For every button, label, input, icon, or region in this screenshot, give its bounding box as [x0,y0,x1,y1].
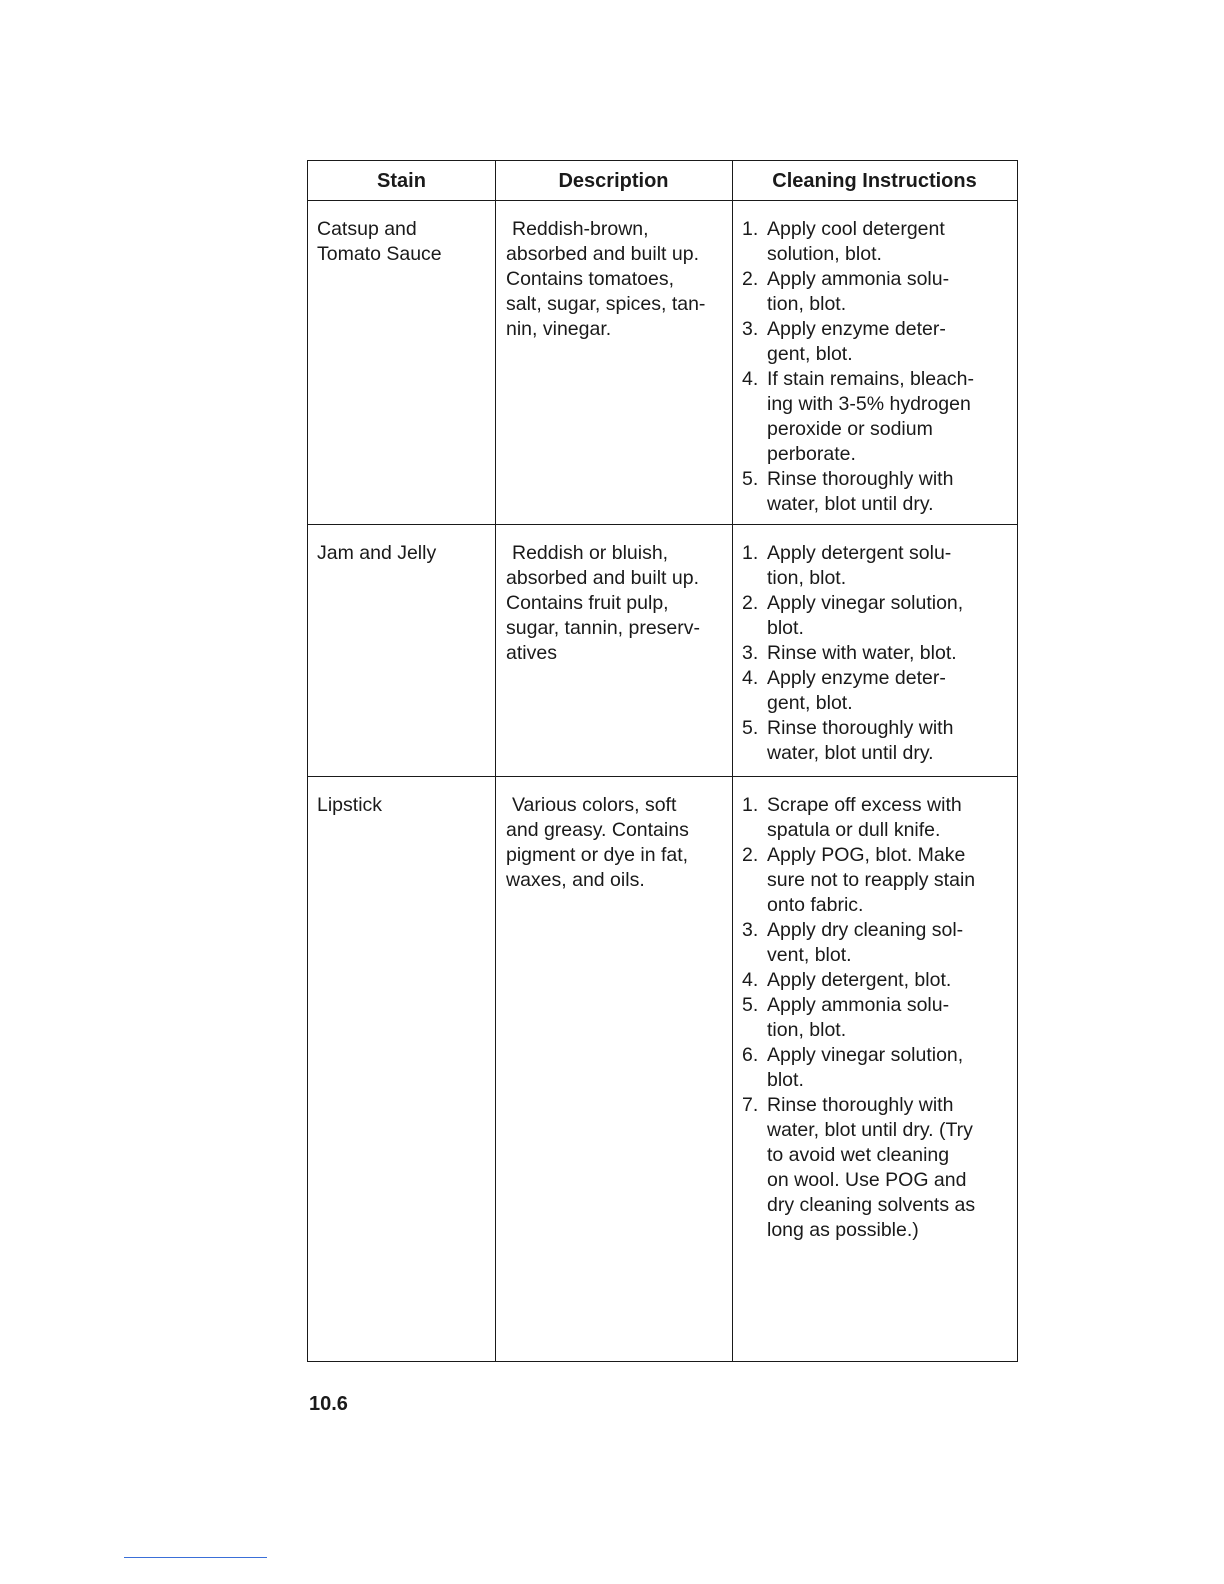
step-line: water, blot until dry. [767,742,934,764]
description-line: salt, sugar, spices, tan- [506,293,706,315]
step-number: 4. [742,969,759,991]
step-line: solution, blot. [767,243,882,265]
step-line: ing with 3-5% hydrogen [767,393,971,415]
step-number: 1. [742,218,759,240]
stain-line: Tomato Sauce [317,243,442,265]
instruction-step [742,467,1018,517]
header-description: Description [558,170,669,192]
step-number: 2. [742,844,759,866]
step-line: tion, blot. [767,1019,847,1041]
description-line: Contains fruit pulp, [506,592,669,614]
step-number: 5. [742,994,759,1016]
step-line: water, blot until dry. [767,493,934,515]
step-line: Apply detergent solu- [767,542,952,564]
step-line: Apply ammonia solu- [767,994,950,1016]
instruction-step [742,367,1018,467]
step-number: 3. [742,318,759,340]
instruction-step [742,591,1018,641]
step-number: 3. [742,919,759,941]
table-row [308,777,1017,1361]
step-line: Apply dry cleaning sol- [767,919,964,941]
description-cell [506,217,732,342]
step-number: 2. [742,592,759,614]
step-number: 4. [742,667,759,689]
step-line: gent, blot. [767,343,853,365]
step-number: 2. [742,268,759,290]
stain-cell [317,541,487,566]
instruction-step [742,993,1018,1043]
description-line: absorbed and built up. [506,243,699,265]
instruction-step [742,716,1018,766]
stain-cell [317,793,487,818]
instructions-cell [742,541,1018,766]
step-line: If stain remains, bleach- [767,368,975,390]
step-line: blot. [767,1069,804,1091]
description-line: Reddish-brown, [512,218,649,240]
description-line: sugar, tannin, preserv- [506,617,701,639]
instruction-step [742,843,1018,918]
header-cleaning-instructions: Cleaning Instructions [772,170,977,192]
description-line: Various colors, soft [512,794,677,816]
step-line: Apply enzyme deter- [767,318,946,340]
table-row [308,201,1017,525]
description-cell [506,793,732,893]
step-line: sure not to reapply stain [767,869,976,891]
step-number: 1. [742,794,759,816]
description-line: Reddish or bluish, [512,542,669,564]
step-line: onto fabric. [767,894,864,916]
instruction-step [742,641,1018,666]
step-line: on wool. Use POG and [767,1169,967,1191]
step-number: 4. [742,368,759,390]
steps-list [742,217,1018,517]
step-line: Apply vinegar solution, [767,1044,964,1066]
step-line: water, blot until dry. (Try [767,1119,973,1141]
description-line: pigment or dye in fat, [506,844,689,866]
step-line: Apply ammonia solu- [767,268,950,290]
step-line: Rinse with water, blot. [767,642,957,664]
step-line: long as possible.) [767,1219,919,1241]
instruction-step [742,1043,1018,1093]
stain-line: Lipstick [317,794,383,816]
step-line: Scrape off excess with [767,794,962,816]
table-header [308,161,1017,201]
stain-line: Jam and Jelly [317,542,437,564]
step-line: Rinse thoroughly with [767,468,954,490]
step-line: Rinse thoroughly with [767,1094,954,1116]
step-line: blot. [767,617,804,639]
step-line: gent, blot. [767,692,853,714]
instruction-step [742,968,1018,993]
step-line: Rinse thoroughly with [767,717,954,739]
instruction-step [742,918,1018,968]
step-number: 7. [742,1094,759,1116]
steps-list [742,541,1018,766]
step-number: 3. [742,642,759,664]
steps-list [742,793,1018,1243]
stain-table [307,160,1018,1362]
instruction-step [742,1093,1018,1243]
step-line: dry cleaning solvents as [767,1194,976,1216]
step-line: spatula or dull knife. [767,819,941,841]
stain-line: Catsup and [317,218,417,240]
instruction-step [742,793,1018,843]
step-number: 5. [742,468,759,490]
instructions-cell [742,217,1018,517]
stain-cell [317,217,487,267]
step-line: Apply enzyme deter- [767,667,946,689]
step-line: Apply detergent, blot. [767,969,952,991]
step-line: Apply POG, blot. Make [767,844,966,866]
header-stain: Stain [377,170,426,192]
step-line: perborate. [767,443,856,465]
step-line: tion, blot. [767,567,847,589]
description-line: and greasy. Contains [506,819,689,841]
step-number: 1. [742,542,759,564]
step-line: peroxide or sodium [767,418,933,440]
description-line: waxes, and oils. [506,869,645,891]
instruction-step [742,217,1018,267]
instruction-step [742,666,1018,716]
description-line: nin, vinegar. [506,318,612,340]
step-line: vent, blot. [767,944,852,966]
instruction-step [742,317,1018,367]
bottom-rule [124,1557,267,1558]
step-line: tion, blot. [767,293,847,315]
step-number: 6. [742,1044,759,1066]
instruction-step [742,541,1018,591]
instructions-cell [742,793,1018,1243]
step-line: Apply cool detergent [767,218,945,240]
step-line: to avoid wet cleaning [767,1144,950,1166]
description-line: atives [506,642,557,664]
step-line: Apply vinegar solution, [767,592,964,614]
description-cell [506,541,732,666]
step-number: 5. [742,717,759,739]
page-number: 10.6 [309,1393,348,1415]
instruction-step [742,267,1018,317]
table-row [308,525,1017,777]
description-line: Contains tomatoes, [506,268,675,290]
description-line: absorbed and built up. [506,567,699,589]
